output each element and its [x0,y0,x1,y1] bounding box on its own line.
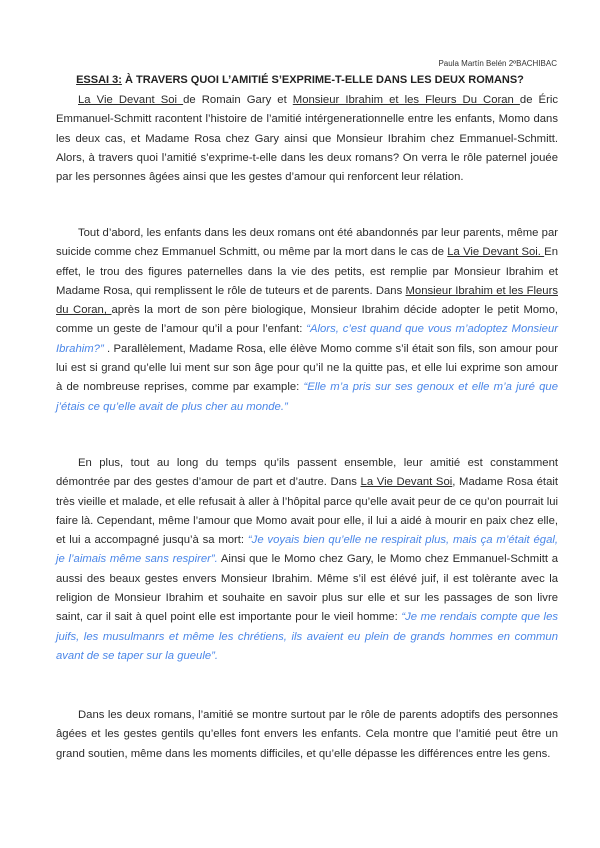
quote: “Je me rendais compte que les juifs, les musulmanrs et même les chrétiens, ils avaient eu plein de grands hommes en commun avant de se taper sur la gueule”. [56,611,559,662]
text: de Romain Gary et [183,94,293,106]
text: , Madame Rosa était très vieille et malade, et elle refusait à aller à l’hôpital parce qu’elle avait peur de ce qu’on pourrait lui faire là. Cependant, même l’amour que Momo avait pour elle, il lui a aidé à mourir en paix chez elle, et lui a accompagné jusqu’à sa mort: [56,476,558,547]
paragraph-conclusion [56,706,558,764]
text: En plus, tout au long du temps qu’ils passent ensemble, leur amitié est constamment démontrée par des gestes d’amour de part et d’autre. Dans [56,457,558,489]
essay-title [0,74,600,86]
quote: “Je voyais bien qu’elle ne respirait plus, mais ça m’était égal, je l’aimais même sans respirer”. [56,534,558,566]
paragraph-2 [56,224,558,417]
book-title: La Vie Devant Soi [78,94,184,106]
text: En effet, le trou des figures paternelles dans la vie des petits, est remplie par Monsieur Ibrahim et Madame Rosa, qui remplissent le rôle de tuteurs et de parents. Dans [56,246,558,297]
paragraph-3 [56,454,558,666]
essay-question: À TRAVERS QUOI L’AMITIÉ S’EXPRIME-T-ELLE DANS LES DEUX ROMANS? [121,74,524,86]
quote: “Alors, c’est quand que vous m’adoptez Monsieur Ibrahim?” [56,323,559,355]
text: de Éric Emmanuel-Schmitt racontent l’histoire de l’amitié intérgenerationnelle entre les enfants, Momo dans les deux cas, et Madame Rosa chez Gary ainsi que Monsieur Ibrahim chez Emmanuel-Schmitt. Alors, à travers quoi l’amitié s’exprime-t-elle dans les deux romans? On verra le rôle paternel jouée par les personnes âgées ainsi que les gestes d’amour qui renforcent leur rélation. [56,94,558,184]
book-title: Monsieur Ibrahim et les Fleurs du Coran, [56,284,558,317]
author-line: Paula Martín Belén 2ºBACHIBAC [438,59,557,68]
text: Ainsi que le Momo chez Gary, le Momo chez Emmanuel-Schmitt a aussi des beaux gestes envers Monsieur Ibrahim. Même s’il est élévé juif, il est tolèrante avec la religion de Monsieur Ibrahim et souhaite en savoir plus sur elle et sur les passages de son livre saint, car il sait à quel point elle est importante pour le vieil homme: [56,553,559,624]
paragraph-intro [56,91,558,187]
text: . Parallèlement, Madame Rosa, elle élève Momo comme s’il était son fils, son amour pour lui est si grand qu’elle lui ment sur son âge pour qu’il ne la quitte pas, et elle lui exprime son amour à de nombreuse reprises, comme par example: [56,342,558,394]
text: après la mort de son père biologique, Monsieur Ibrahim décide adopter le petit Momo, comme un geste de l’amour qu’il a pour l’enfant: [56,304,558,336]
book-title: Monsieur Ibrahim et les Fleurs Du Coran [292,94,520,106]
book-title: La Vie Devant Soi. [447,246,545,259]
essay-number: ESSAI 3: [76,74,122,86]
text: Tout d’abord, les enfants dans les deux romans ont été abandonnés par leur parents, même par suicide comme chez Emmanuel Schmitt, ou même par la mort dans le cas de [56,227,558,259]
quote: “Elle m’a pris sur ses genoux et elle m’a juré que j’étais ce qu’elle avait de plus cher au monde.” [56,381,558,413]
text: Dans les deux romans, l’amitié se montre surtout par le rôle de parents adoptifs des personnes âgées et les gestes gentils qu’elles font envers les enfants. Cela montre que l’amitié peut être un grand soutien, même dans les moments difficiles, et qu’elle dépasse les différences entre les gens. [56,709,558,760]
book-title: La Vie Devant Soi [360,476,453,489]
